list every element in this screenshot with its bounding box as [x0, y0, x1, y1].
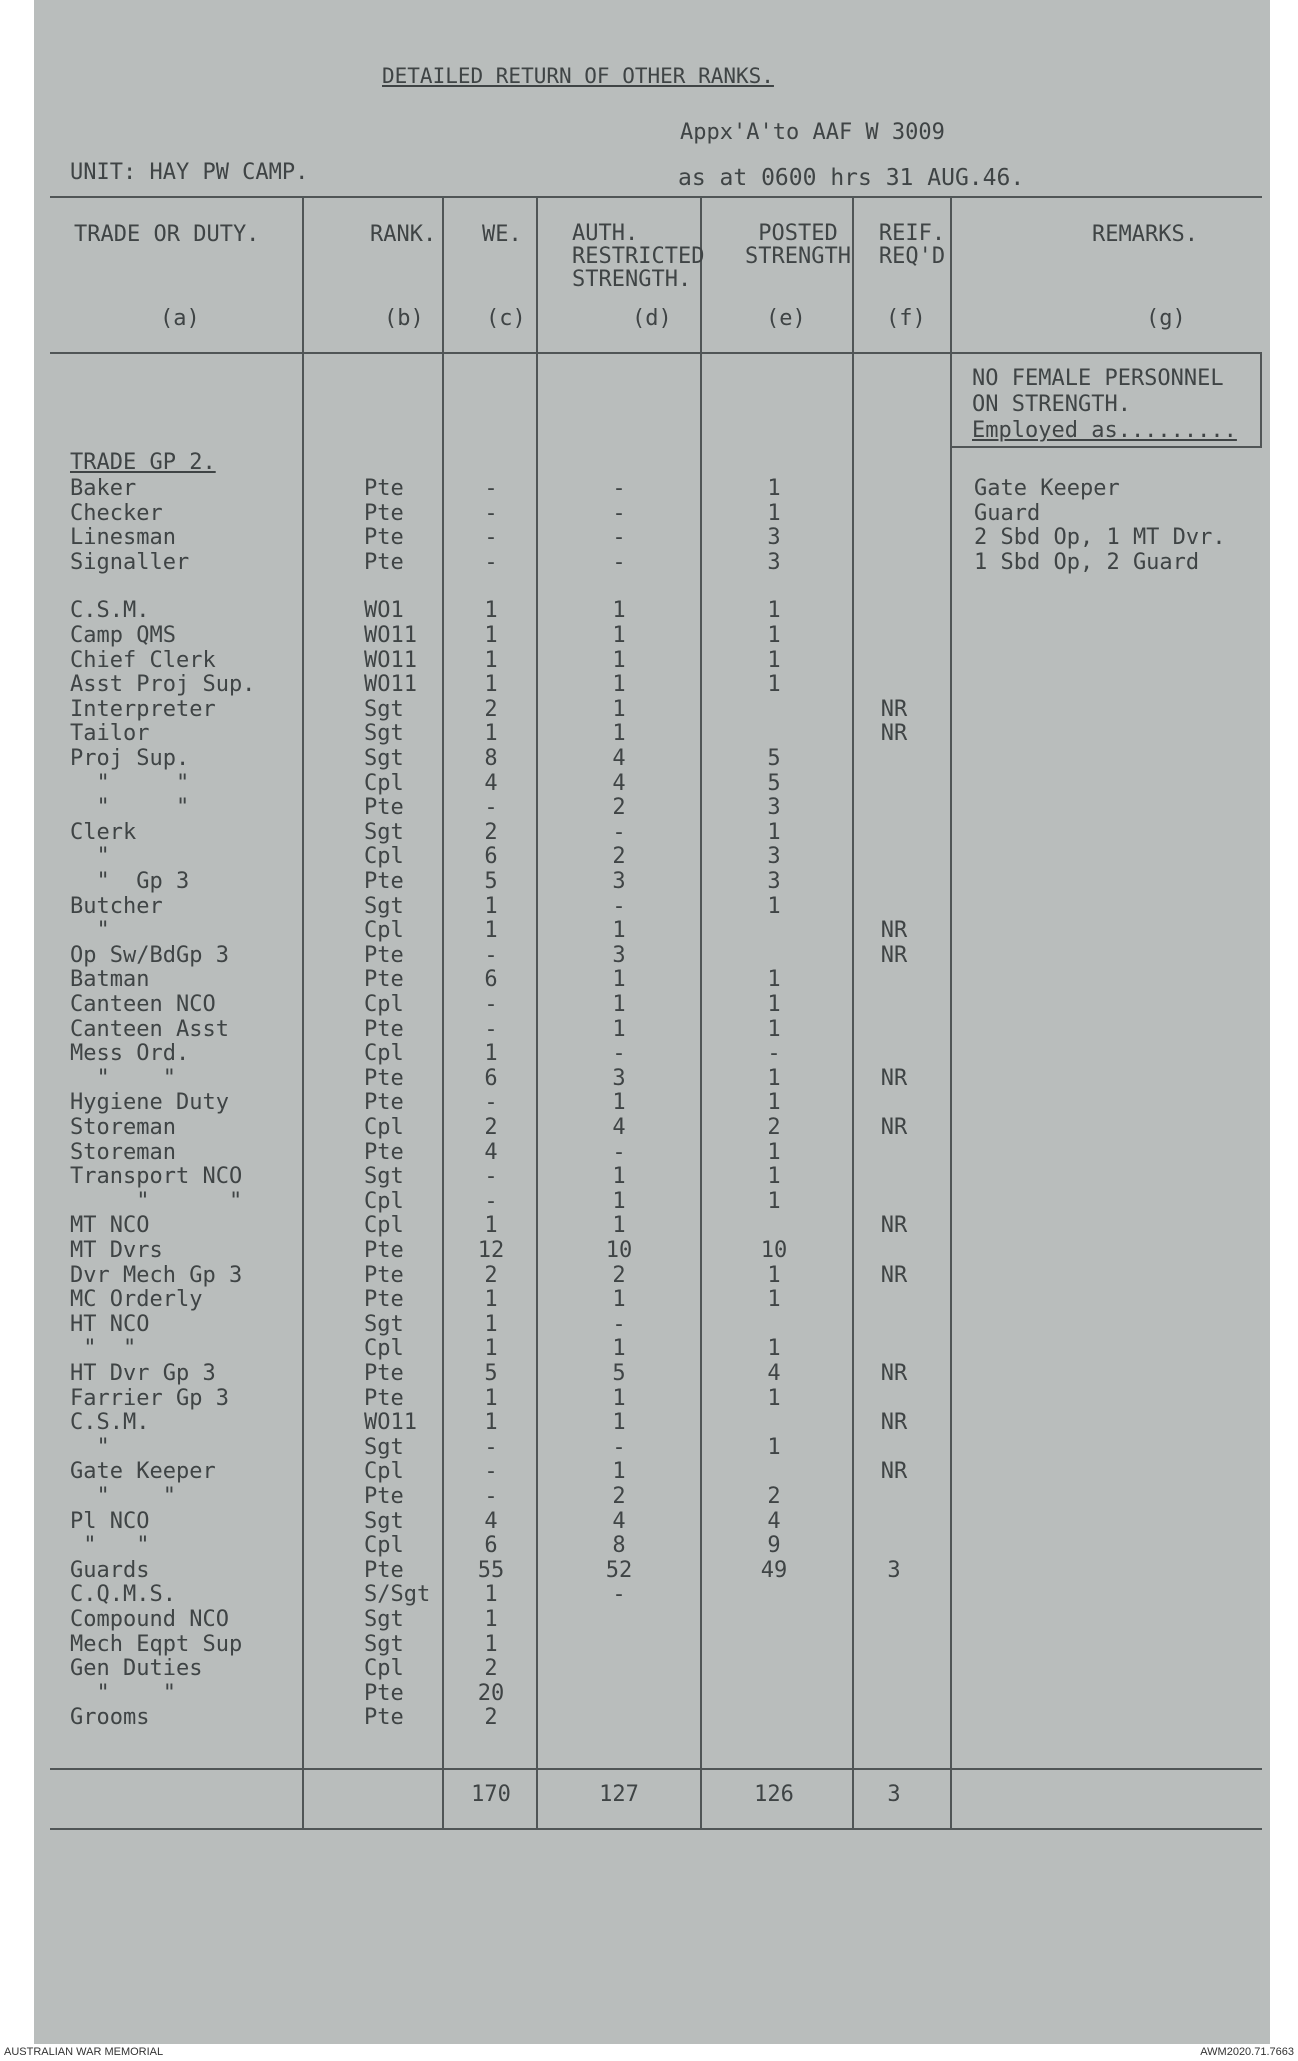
- row-auth: 4: [612, 1115, 626, 1140]
- row-we: 1: [484, 623, 498, 648]
- row-posted: 5: [767, 770, 781, 796]
- row-trade: Storeman: [70, 1139, 176, 1165]
- row-rank: Pte: [364, 500, 404, 526]
- col-header-posted: POSTED STRENGTH: [745, 221, 851, 269]
- row-reif: 3: [887, 1557, 901, 1583]
- row-rank: WO11: [364, 647, 417, 673]
- row-we: -: [484, 1434, 498, 1460]
- col-header-remarks: REMARKS.: [1092, 222, 1198, 247]
- row-rank: Cpl: [364, 1188, 404, 1214]
- col-letter-b: (b): [384, 306, 424, 331]
- col-letter-d: (d): [632, 306, 672, 331]
- row-posted: 1: [767, 1139, 781, 1165]
- row-trade: " Gp 3: [70, 869, 190, 894]
- row-we: 2: [484, 819, 498, 845]
- row-posted: 1: [767, 1090, 781, 1116]
- row-trade: Gen Duties: [70, 1656, 203, 1682]
- row-we: 4: [484, 1508, 498, 1534]
- row-we: 20: [477, 1680, 505, 1706]
- row-posted: 1: [767, 1188, 781, 1214]
- row-auth: -: [612, 1434, 626, 1460]
- remarks-note-line-3: Employed as.........: [972, 418, 1237, 443]
- remarks-note-line-2: ON STRENGTH.: [972, 392, 1131, 417]
- row-we: -: [484, 1484, 498, 1509]
- row-rank: Sgt: [364, 893, 404, 919]
- row-auth: -: [612, 1139, 626, 1165]
- row-trade: Signaller: [70, 549, 190, 575]
- row-we: 1: [484, 1607, 498, 1632]
- row-trade: HT Dvr Gp 3: [70, 1361, 216, 1386]
- row-auth: 3: [612, 942, 626, 968]
- row-rank: Sgt: [364, 1311, 404, 1337]
- row-auth: 4: [612, 746, 626, 771]
- row-we: 55: [477, 1557, 505, 1583]
- footer-accession-number: AWM2020.71.7663: [1200, 2046, 1294, 2058]
- col-letter-c: (c): [486, 306, 526, 331]
- row-posted: 9: [767, 1533, 781, 1559]
- row-trade: Guards: [70, 1557, 150, 1583]
- row-posted: 1: [767, 1336, 781, 1362]
- row-trade: " ": [70, 770, 190, 796]
- row-we: -: [484, 795, 498, 821]
- row-posted: 4: [767, 1508, 781, 1534]
- row-rank: Sgt: [364, 1164, 404, 1190]
- row-trade: Butcher: [70, 893, 163, 919]
- total-posted: 126: [754, 1782, 794, 1807]
- row-we: 1: [484, 598, 498, 624]
- row-posted: 2: [767, 1484, 781, 1509]
- row-auth: 1: [612, 1287, 626, 1313]
- row-rank: Cpl: [364, 1115, 404, 1140]
- total-auth: 127: [599, 1782, 639, 1807]
- col-letter-g: (g): [1146, 306, 1186, 331]
- total-reif: 3: [887, 1782, 901, 1807]
- document-page: [34, 0, 1270, 2045]
- row-we: -: [484, 942, 498, 968]
- row-we: -: [484, 525, 498, 551]
- row-rank: Pte: [364, 1238, 404, 1263]
- row-we: -: [484, 1164, 498, 1190]
- row-posted: 1: [767, 992, 781, 1017]
- col-letter-e: (e): [766, 306, 806, 331]
- row-we: 1: [484, 647, 498, 673]
- row-posted: 1: [767, 500, 781, 526]
- row-posted: 1: [767, 647, 781, 673]
- col-letter-f: (f): [886, 306, 926, 331]
- row-auth: 1: [612, 1385, 626, 1411]
- row-we: 2: [484, 1705, 498, 1731]
- row-rank: Cpl: [364, 844, 404, 870]
- row-we: 1: [484, 1582, 498, 1608]
- row-reif: NR: [880, 696, 908, 722]
- row-auth: -: [612, 819, 626, 845]
- row-we: 1: [484, 1213, 498, 1239]
- row-rank: Pte: [364, 1139, 404, 1165]
- row-rank: Sgt: [364, 721, 404, 747]
- row-rank: Pte: [364, 1705, 404, 1731]
- row-we: 2: [484, 696, 498, 722]
- col-header-rank: RANK.: [370, 222, 437, 247]
- row-we: -: [484, 1188, 498, 1214]
- row-reif: NR: [880, 942, 908, 968]
- row-posted: 10: [760, 1238, 788, 1263]
- row-auth: 1: [612, 918, 626, 944]
- row-trade: Canteen Asst: [70, 1016, 229, 1042]
- row-auth: 1: [612, 696, 626, 722]
- row-we: -: [484, 549, 498, 575]
- row-reif: NR: [880, 1361, 908, 1386]
- row-we: 4: [484, 1139, 498, 1165]
- row-auth: 1: [612, 1188, 626, 1214]
- row-trade: Mess Ord.: [70, 1041, 190, 1067]
- col-header-auth: AUTH. RESTRICTED STRENGTH.: [572, 221, 705, 292]
- row-reif: NR: [880, 1459, 908, 1485]
- row-trade: Chief Clerk: [70, 647, 216, 673]
- row-posted: 1: [767, 1434, 781, 1460]
- row-auth: 3: [612, 1065, 626, 1091]
- col-divider-auth: [536, 196, 538, 1828]
- col-divider-posted: [700, 196, 702, 1828]
- row-rank: Pte: [364, 869, 404, 894]
- row-trade: Pl NCO: [70, 1508, 150, 1534]
- row-posted: -: [767, 1041, 781, 1067]
- row-trade: Hygiene Duty: [70, 1090, 229, 1116]
- row-auth: 3: [612, 869, 626, 894]
- row-reif: NR: [880, 1262, 908, 1288]
- row-posted: 1: [767, 1164, 781, 1190]
- row-trade: ": [70, 1434, 110, 1460]
- row-rank: Pte: [364, 525, 404, 551]
- row-rank: Pte: [364, 967, 404, 993]
- row-rank: Pte: [364, 942, 404, 968]
- row-we: -: [484, 500, 498, 526]
- row-posted: 49: [760, 1557, 788, 1583]
- col-header-we: WE.: [482, 222, 522, 247]
- row-trade: C.S.M.: [70, 598, 150, 624]
- row-rank: Pte: [364, 1385, 404, 1411]
- row-we: -: [484, 476, 498, 501]
- row-rank: WO11: [364, 1410, 417, 1436]
- row-posted: 1: [767, 672, 781, 698]
- row-trade: " ": [70, 1484, 176, 1509]
- row-auth: 1: [612, 1410, 626, 1436]
- row-auth: 2: [612, 795, 626, 821]
- row-reif: NR: [880, 1213, 908, 1239]
- row-reif: NR: [880, 721, 908, 747]
- col-header-reif: REIF. REQ'D: [878, 221, 946, 269]
- row-rank: Pte: [364, 1557, 404, 1583]
- row-posted: 3: [767, 549, 781, 575]
- row-auth: -: [612, 1582, 626, 1608]
- row-we: 2: [484, 1262, 498, 1288]
- col-divider-remarks: [950, 196, 952, 1828]
- row-trade: " ": [70, 1336, 137, 1362]
- col-letter-a: (a): [160, 306, 200, 331]
- row-reif: NR: [880, 918, 908, 944]
- row-we: 8: [484, 746, 498, 771]
- row-we: 1: [484, 672, 498, 698]
- row-we: 6: [484, 967, 498, 993]
- row-auth: 1: [612, 1090, 626, 1116]
- row-reif: NR: [880, 1115, 908, 1140]
- row-reif: NR: [880, 1065, 908, 1091]
- row-trade: Interpreter: [70, 696, 216, 722]
- row-rank: Sgt: [364, 819, 404, 845]
- row-posted: 3: [767, 844, 781, 870]
- row-auth: 1: [612, 721, 626, 747]
- row-posted: 1: [767, 893, 781, 919]
- row-we: 1: [484, 1041, 498, 1067]
- row-posted: 1: [767, 623, 781, 648]
- row-remark: 1 Sbd Op, 2 Guard: [974, 549, 1200, 575]
- row-posted: 1: [767, 476, 781, 501]
- row-trade: Batman: [70, 967, 150, 993]
- row-rank: Pte: [364, 1090, 404, 1116]
- row-rank: WO11: [364, 672, 417, 698]
- row-posted: 3: [767, 869, 781, 894]
- row-posted: 3: [767, 795, 781, 821]
- row-trade: " ": [70, 1065, 176, 1091]
- unit-label: UNIT: HAY PW CAMP.: [70, 160, 309, 185]
- total-we: 170: [471, 1782, 511, 1807]
- row-auth: 2: [612, 844, 626, 870]
- right-edge-rule: [1260, 352, 1262, 448]
- row-auth: 1: [612, 1213, 626, 1239]
- row-trade: Mech Eqpt Sup: [70, 1631, 243, 1657]
- row-rank: Cpl: [364, 1459, 404, 1485]
- row-rank: Pte: [364, 1065, 404, 1091]
- row-we: -: [484, 992, 498, 1017]
- row-we: 2: [484, 1115, 498, 1140]
- row-trade: Canteen NCO: [70, 992, 216, 1017]
- row-rank: S/Sgt: [364, 1582, 431, 1608]
- row-trade: " ": [70, 1680, 176, 1706]
- row-we: 1: [484, 1336, 498, 1362]
- row-reif: NR: [880, 1410, 908, 1436]
- row-auth: 1: [612, 623, 626, 648]
- row-auth: 1: [612, 647, 626, 673]
- row-auth: 5: [612, 1361, 626, 1386]
- row-rank: Sgt: [364, 1508, 404, 1534]
- row-trade: MT Dvrs: [70, 1238, 163, 1263]
- row-auth: 4: [612, 770, 626, 796]
- row-trade: MC Orderly: [70, 1287, 203, 1313]
- row-trade: ": [70, 844, 110, 870]
- row-posted: 1: [767, 1016, 781, 1042]
- row-remark: Gate Keeper: [974, 476, 1120, 501]
- row-auth: 8: [612, 1533, 626, 1559]
- row-we: 1: [484, 918, 498, 944]
- row-trade: Gate Keeper: [70, 1459, 216, 1485]
- row-remark: Guard: [974, 500, 1041, 526]
- row-trade: " ": [70, 1188, 243, 1214]
- row-we: -: [484, 1459, 498, 1485]
- row-we: 1: [484, 1311, 498, 1337]
- row-rank: Sgt: [364, 1434, 404, 1460]
- row-rank: WO1: [364, 598, 404, 624]
- row-we: 5: [484, 1361, 498, 1386]
- row-rank: Cpl: [364, 1336, 404, 1362]
- row-auth: -: [612, 525, 626, 551]
- row-we: 4: [484, 770, 498, 796]
- row-posted: 1: [767, 819, 781, 845]
- row-we: 1: [484, 1385, 498, 1411]
- row-rank: Cpl: [364, 1213, 404, 1239]
- row-trade: Storeman: [70, 1115, 176, 1140]
- col-divider-we: [442, 196, 444, 1828]
- row-rank: Sgt: [364, 746, 404, 771]
- row-posted: 1: [767, 598, 781, 624]
- row-auth: 1: [612, 672, 626, 698]
- row-auth: -: [612, 893, 626, 919]
- section-heading: TRADE GP 2.: [70, 450, 216, 475]
- document-title: DETAILED RETURN OF OTHER RANKS.: [382, 64, 774, 88]
- row-trade: Dvr Mech Gp 3: [70, 1262, 243, 1288]
- row-trade: Op Sw/BdGp 3: [70, 942, 229, 968]
- row-auth: 2: [612, 1484, 626, 1509]
- row-trade: Farrier Gp 3: [70, 1385, 229, 1411]
- row-rank: Pte: [364, 1680, 404, 1706]
- remarks-note-rule: [950, 446, 1262, 448]
- row-auth: 4: [612, 1508, 626, 1534]
- row-auth: 1: [612, 598, 626, 624]
- totals-top-rule: [50, 1768, 1262, 1770]
- row-remark: 2 Sbd Op, 1 MT Dvr.: [974, 525, 1226, 551]
- row-posted: 1: [767, 1065, 781, 1091]
- col-divider-reif: [852, 196, 854, 1828]
- row-rank: Pte: [364, 795, 404, 821]
- row-trade: Clerk: [70, 819, 137, 845]
- row-rank: Cpl: [364, 1656, 404, 1682]
- row-trade: " ": [70, 1533, 150, 1559]
- row-rank: Cpl: [364, 992, 404, 1017]
- row-we: 12: [477, 1238, 505, 1263]
- row-rank: Pte: [364, 1287, 404, 1313]
- row-trade: Baker: [70, 476, 137, 501]
- row-auth: 1: [612, 1459, 626, 1485]
- row-posted: 2: [767, 1115, 781, 1140]
- row-trade: Linesman: [70, 525, 176, 551]
- row-we: -: [484, 1090, 498, 1116]
- row-trade: MT NCO: [70, 1213, 150, 1239]
- row-rank: Cpl: [364, 770, 404, 796]
- row-we: 1: [484, 893, 498, 919]
- row-we: 6: [484, 1533, 498, 1559]
- row-we: 6: [484, 1065, 498, 1091]
- row-rank: Pte: [364, 1016, 404, 1042]
- remarks-note-line-1: NO FEMALE PERSONNEL: [972, 366, 1224, 391]
- row-trade: Checker: [70, 500, 163, 526]
- row-trade: Proj Sup.: [70, 746, 190, 771]
- row-posted: 3: [767, 525, 781, 551]
- row-rank: Pte: [364, 476, 404, 501]
- row-auth: -: [612, 1041, 626, 1067]
- row-posted: 1: [767, 1385, 781, 1411]
- row-auth: 10: [605, 1238, 633, 1263]
- archive-footer: [0, 2044, 1298, 2061]
- row-rank: Pte: [364, 1484, 404, 1509]
- row-trade: ": [70, 918, 110, 944]
- row-auth: 1: [612, 992, 626, 1017]
- footer-institution: AUSTRALIAN WAR MEMORIAL: [4, 2046, 164, 2058]
- row-posted: 1: [767, 967, 781, 993]
- row-rank: Cpl: [364, 1533, 404, 1559]
- row-we: 1: [484, 1631, 498, 1657]
- col-header-trade: TRADE OR DUTY.: [74, 222, 260, 247]
- row-trade: Compound NCO: [70, 1607, 229, 1632]
- row-we: 1: [484, 1410, 498, 1436]
- table-top-rule: [50, 196, 1262, 198]
- table-bottom-rule: [50, 1828, 1262, 1830]
- row-rank: Cpl: [364, 918, 404, 944]
- row-rank: Sgt: [364, 1607, 404, 1632]
- row-trade: Transport NCO: [70, 1164, 243, 1190]
- row-we: 5: [484, 869, 498, 894]
- row-trade: Grooms: [70, 1705, 150, 1731]
- row-rank: Sgt: [364, 696, 404, 722]
- row-posted: 5: [767, 746, 781, 771]
- row-auth: -: [612, 476, 626, 501]
- row-auth: -: [612, 1311, 626, 1337]
- row-auth: 1: [612, 1164, 626, 1190]
- row-rank: Cpl: [364, 1041, 404, 1067]
- row-trade: C.S.M.: [70, 1410, 150, 1436]
- row-trade: HT NCO: [70, 1311, 150, 1337]
- row-trade: Tailor: [70, 721, 150, 747]
- row-posted: 4: [767, 1361, 781, 1386]
- row-we: -: [484, 1016, 498, 1042]
- header-bottom-rule: [50, 352, 1262, 354]
- row-auth: -: [612, 500, 626, 526]
- as-at-date: as at 0600 hrs 31 AUG.46.: [678, 165, 1025, 191]
- row-we: 1: [484, 1287, 498, 1313]
- row-rank: Pte: [364, 549, 404, 575]
- row-posted: 1: [767, 1262, 781, 1288]
- row-we: 2: [484, 1656, 498, 1682]
- row-rank: Sgt: [364, 1631, 404, 1657]
- col-divider-rank: [302, 196, 304, 1828]
- row-auth: 52: [605, 1557, 633, 1583]
- row-rank: WO11: [364, 623, 417, 648]
- row-posted: 1: [767, 1287, 781, 1313]
- row-auth: 1: [612, 1336, 626, 1362]
- row-auth: 1: [612, 967, 626, 993]
- row-auth: 1: [612, 1016, 626, 1042]
- appendix-reference: Appx'A'to AAF W 3009: [680, 120, 945, 145]
- row-auth: 2: [612, 1262, 626, 1288]
- row-trade: Asst Proj Sup.: [70, 672, 256, 698]
- row-trade: C.Q.M.S.: [70, 1582, 176, 1608]
- row-trade: " ": [70, 795, 190, 821]
- row-trade: Camp QMS: [70, 623, 176, 648]
- row-we: 1: [484, 721, 498, 747]
- row-we: 6: [484, 844, 498, 870]
- row-auth: -: [612, 549, 626, 575]
- row-rank: Pte: [364, 1262, 404, 1288]
- row-rank: Pte: [364, 1361, 404, 1386]
